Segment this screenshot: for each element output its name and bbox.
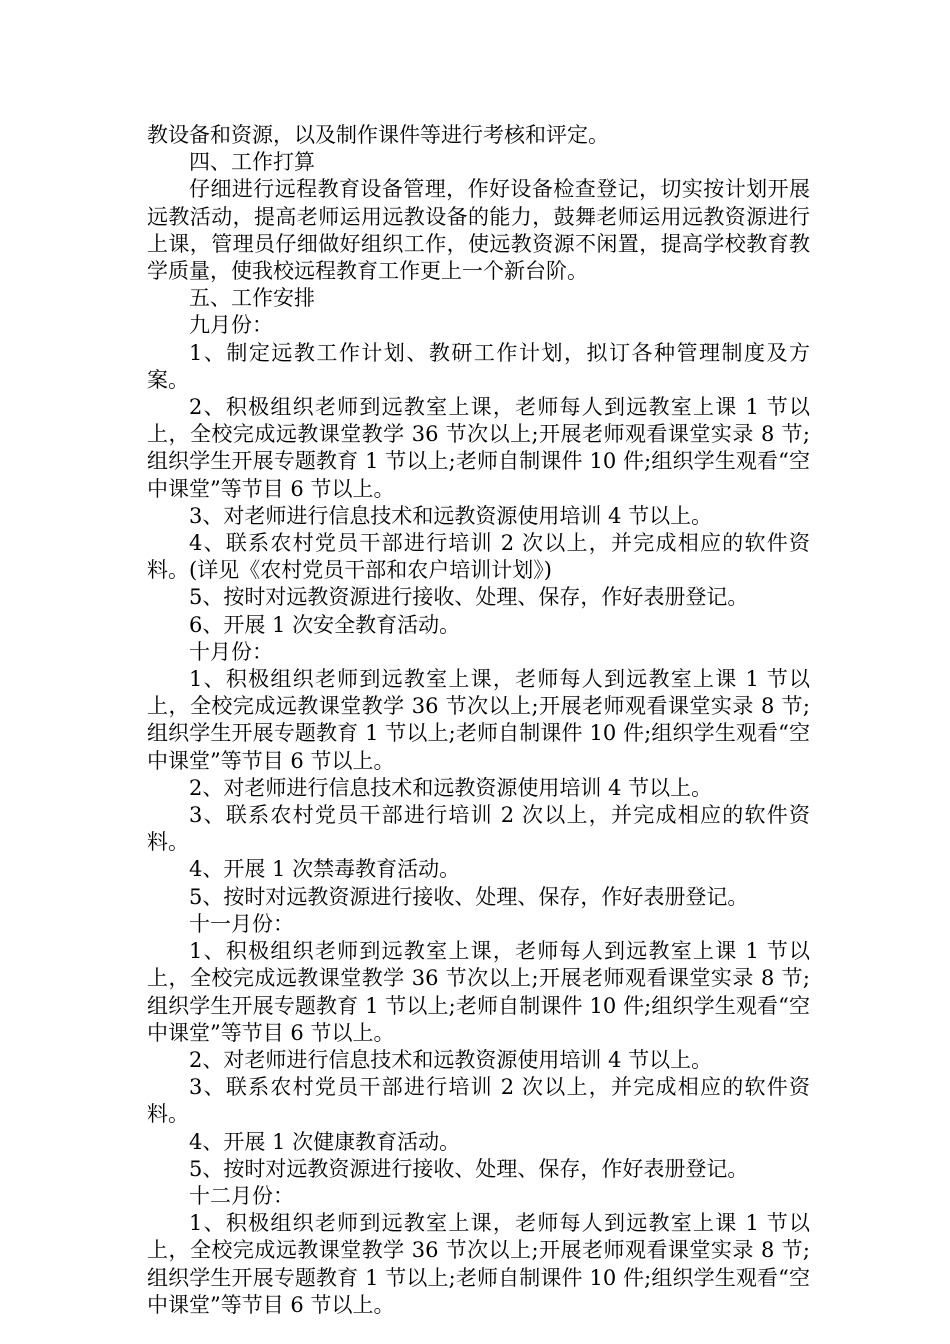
- list-item: 1、积极组织老师到远教室上课，老师每人到远教室上课 1 节以上，全校完成远教课堂教学 36 节次以上;开展老师观看课堂实录 8 节;组织学生开展专题教育 1 节以上;老师自制课件 10 件;组织学生观看“空中课堂”等节目 6 节以上。: [147, 939, 810, 1045]
- document-page: [147, 122, 810, 1319]
- section-heading-arrangement: 五、工作安排: [189, 286, 315, 311]
- list-item: 6、开展 1 次安全教育活动。: [189, 612, 461, 637]
- list-item: 2、积极组织老师到远教室上课，老师每人到远教室上课 1 节以上，全校完成远教课堂教学 36 节次以上;开展老师观看课堂实录 8 节;组织学生开展专题教育 1 节以上;老师自制课件 10 件;组织学生观看“空中课堂”等节目 6 节以上。: [147, 395, 810, 501]
- list-item: 5、按时对远教资源进行接收、处理、保存，作好表册登记。: [189, 585, 749, 610]
- list-item: 5、按时对远教资源进行接收、处理、保存，作好表册登记。: [189, 884, 749, 909]
- list-item: 3、对老师进行信息技术和远教资源使用培训 4 节以上。: [189, 503, 713, 528]
- paragraph-plan-body: 仔细进行远程教育设备管理，作好设备检查登记，切实按计划开展远教活动，提高老师运用远教设备的能力，鼓舞老师运用远教资源进行上课，管理员仔细做好组织工作，使远教资源不闲置，提高学校教育教学质量，使我校远程教育工作更上一个新台阶。: [147, 177, 810, 284]
- list-item: 2、对老师进行信息技术和远教资源使用培训 4 节以上。: [189, 775, 713, 800]
- list-item: 3、联系农村党员干部进行培训 2 次以上，并完成相应的软件资料。: [147, 1075, 810, 1127]
- month-heading-october: 十月份：: [189, 639, 273, 664]
- list-item: 4、开展 1 次健康教育活动。: [189, 1129, 461, 1154]
- month-heading-december: 十二月份：: [189, 1183, 294, 1208]
- list-item: 1、积极组织老师到远教室上课，老师每人到远教室上课 1 节以上，全校完成远教课堂教学 36 节次以上;开展老师观看课堂实录 8 节;组织学生开展专题教育 1 节以上;老师自制课件 10 件;组织学生观看“空中课堂”等节目 6 节以上。: [147, 667, 810, 773]
- month-heading-november: 十一月份：: [189, 911, 294, 936]
- month-heading-september: 九月份：: [189, 313, 273, 338]
- section-heading-plan: 四、工作打算: [189, 150, 315, 175]
- list-item: 2、对老师进行信息技术和远教资源使用培训 4 节以上。: [189, 1047, 713, 1072]
- list-item: 1、制定远教工作计划、教研工作计划，拟订各种管理制度及方案。: [147, 340, 810, 392]
- list-item: 5、按时对远教资源进行接收、处理、保存，作好表册登记。: [189, 1156, 749, 1181]
- list-item: 4、联系农村党员干部进行培训 2 次以上，并完成相应的软件资料。(详见《农村党员干部和农户培训计划》): [147, 531, 810, 583]
- list-item: 1、积极组织老师到远教室上课，老师每人到远教室上课 1 节以上，全校完成远教课堂教学 36 节次以上;开展老师观看课堂实录 8 节;组织学生开展专题教育 1 节以上;老师自制课件 10 件;组织学生观看“空中课堂”等节目 6 节以上。: [147, 1211, 810, 1317]
- list-item: 3、联系农村党员干部进行培训 2 次以上，并完成相应的软件资料。: [147, 803, 810, 855]
- paragraph-continuation: 教设备和资源，以及制作课件等进行考核和评定。: [147, 123, 609, 147]
- list-item: 4、开展 1 次禁毒教育活动。: [189, 857, 461, 882]
